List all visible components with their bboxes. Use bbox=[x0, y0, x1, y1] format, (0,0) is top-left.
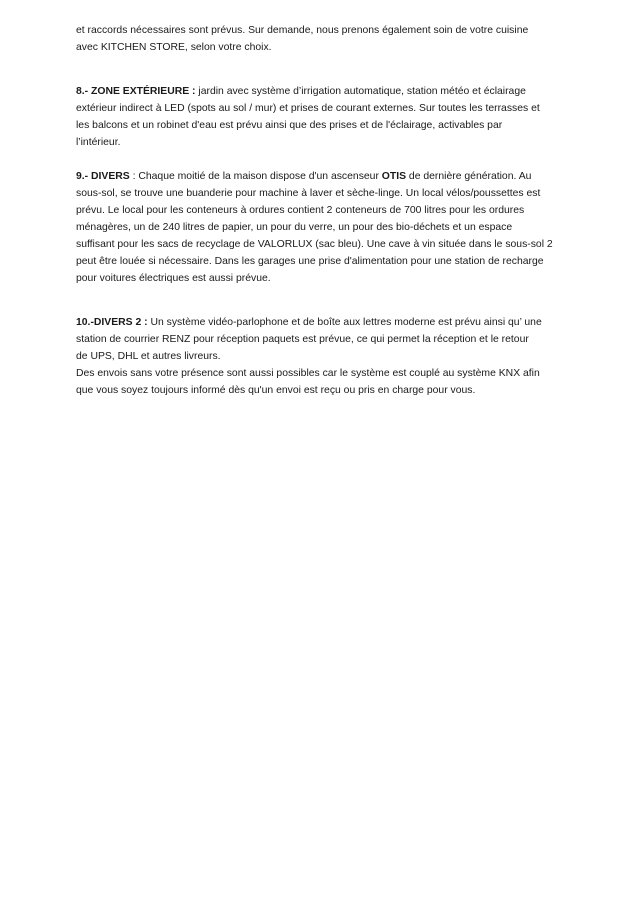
intro-line: avec KITCHEN STORE, selon votre choix. bbox=[76, 42, 272, 53]
section-8-first-line bbox=[76, 83, 566, 100]
section-10-text: Un système vidéo-parlophone et de boîte aux lettres moderne est prévu ainsi qu’ une bbox=[147, 317, 542, 328]
spacer bbox=[76, 56, 566, 83]
section-10-line: que vous soyez toujours informé dès qu'un envoi est reçu ou pris en charge pour vous. bbox=[76, 385, 476, 396]
section-9-text: : Chaque moitié de la maison dispose d'un ascenseur bbox=[129, 171, 382, 182]
spacer bbox=[76, 287, 566, 314]
section-10-line: station de courrier RENZ pour réception paquets est prévue, ce qui permet la réception et le retour bbox=[76, 334, 529, 345]
section-10-line: Des envois sans votre présence sont aussi possibles car le système est couplé au système KNX afin bbox=[76, 368, 540, 379]
section-9-line: peut être louée si nécessaire. Dans les garages une prise d'alimentation pour une station de recharge bbox=[76, 256, 544, 267]
section-9-line: prévu. Le local pour les conteneurs à ordures contient 2 conteneurs de 700 litres pour les ordures bbox=[76, 205, 525, 216]
section-9-first-line bbox=[76, 168, 566, 185]
intro-paragraph bbox=[76, 22, 566, 56]
section-8-line: l’intérieur. bbox=[76, 137, 121, 148]
section-10-heading: 10.-DIVERS 2 : bbox=[76, 317, 148, 328]
section-10-line: de UPS, DHL et autres livreurs. bbox=[76, 351, 221, 362]
section-9-line: suffisant pour les sacs de recyclage de VALORLUX (sac bleu). Une cave à vin située dans le sous-sol 2 bbox=[76, 239, 553, 250]
section-9-line: ménagères, un de 240 litres de papier, un pour du verre, un pour des bio-déchets et un espace bbox=[76, 222, 513, 233]
section-8-line: les balcons et un robinet d'eau est prévu ainsi que des prises et de l'éclairage, activables par bbox=[76, 120, 503, 131]
brand-otis: OTIS bbox=[381, 171, 407, 182]
section-10-first-line bbox=[76, 314, 566, 331]
section-8-paragraph bbox=[76, 83, 566, 151]
spacer bbox=[76, 151, 566, 168]
section-8-text: jardin avec système d’irrigation automatique, station météo et éclairage bbox=[195, 86, 526, 97]
section-9-line: pour voitures électriques est aussi prévue. bbox=[76, 273, 271, 284]
section-9-line: sous-sol, se trouve une buanderie pour machine à laver et sèche-linge. Un local vélos/poussettes est bbox=[76, 188, 541, 199]
section-8-heading: 8.- ZONE EXTÉRIEURE : bbox=[76, 86, 196, 97]
section-9-text: de dernière génération. Au bbox=[406, 171, 532, 182]
section-9-paragraph bbox=[76, 168, 566, 287]
section-9-heading: 9.- DIVERS bbox=[76, 171, 130, 182]
document-body bbox=[76, 22, 566, 399]
section-8-line: extérieur indirect à LED (spots au sol / mur) et prises de courant externes. Sur toutes les terrasses et bbox=[76, 103, 540, 114]
intro-line: et raccords nécessaires sont prévus. Sur demande, nous prenons également soin de votre cuisine bbox=[76, 25, 529, 36]
section-10-paragraph bbox=[76, 314, 566, 399]
